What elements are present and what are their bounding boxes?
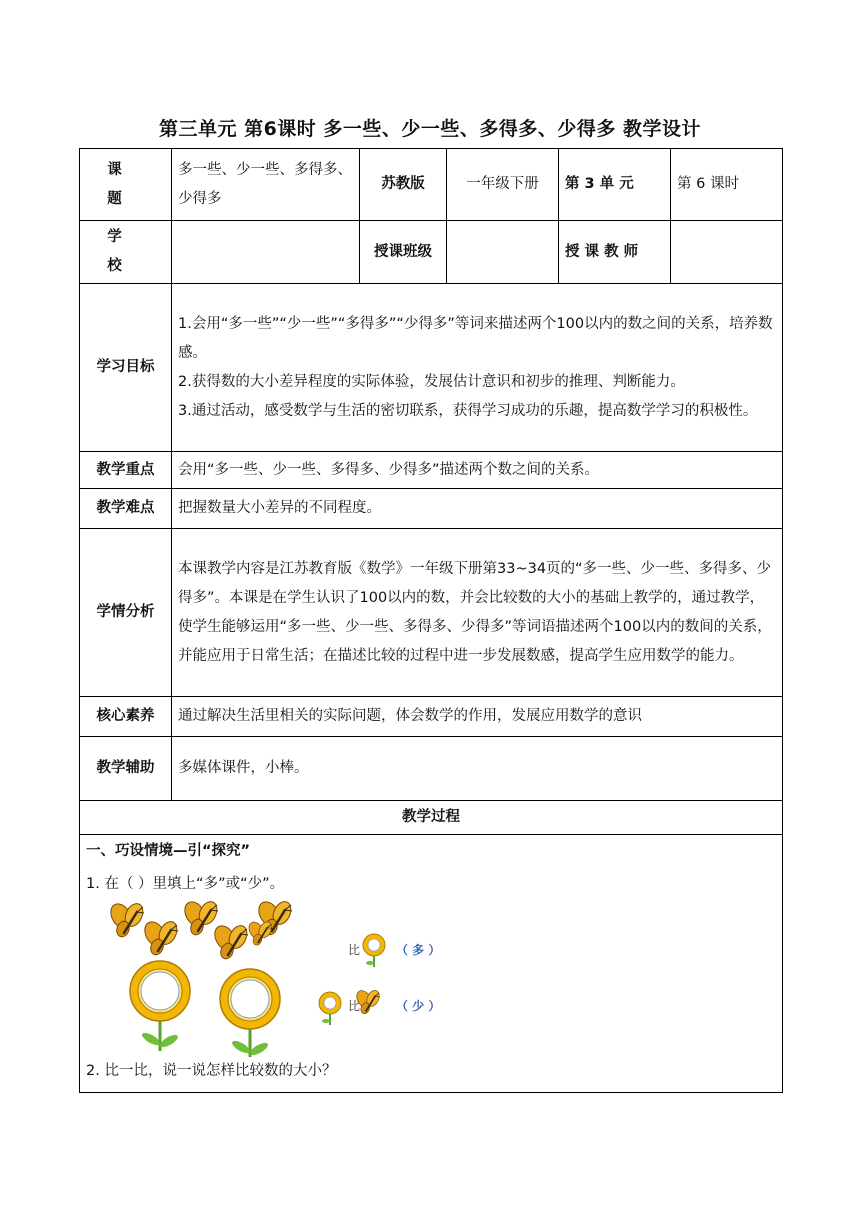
aids-label: 教学辅助 — [80, 737, 172, 801]
small-sunflower-icon — [363, 934, 385, 967]
sunflower-icon — [130, 961, 190, 1051]
goal-item: 3.通过活动，感受数学与生活的密切联系，获得学习成功的乐趣，提高数学学习的积极性。 — [178, 402, 758, 419]
process-content — [80, 835, 783, 1093]
row-analysis — [80, 529, 783, 697]
school-value — [172, 221, 360, 284]
literacy-text: 通过解决生活里相关的实际问题，体会数学的作用，发展应用数学的意识 — [172, 697, 783, 737]
butterfly-icon — [107, 900, 147, 938]
teacher-label: 授 课 教 师 — [559, 221, 671, 284]
publisher-cell: 苏教版 — [360, 149, 447, 221]
analysis-label: 学情分析 — [80, 529, 172, 697]
literacy-label: 核心素养 — [80, 697, 172, 737]
row-school — [80, 221, 783, 284]
goal-item: 2.获得数的大小差异程度的实际体验，发展估计意识和初步的推理、判断能力。 — [178, 373, 685, 390]
page-title: 第三单元 第6课时 多一些、少一些、多得多、少得多 教学设计 — [158, 118, 702, 140]
row-process-content — [80, 835, 783, 1093]
butterfly-icon — [141, 918, 181, 956]
row-key-point — [80, 452, 783, 489]
row-literacy — [80, 697, 783, 737]
key-point-label: 教学重点 — [80, 452, 172, 489]
class-value — [447, 221, 559, 284]
process-header: 教学过程 — [80, 801, 783, 835]
lesson-cell: 第 6 课时 — [671, 149, 783, 221]
illustration — [86, 899, 776, 1057]
teacher-value — [671, 221, 783, 284]
aids-text: 多媒体课件，小棒。 — [172, 737, 783, 801]
school-label: 学 校 — [80, 221, 172, 284]
goal-item: 1.会用“多一些”“少一些”“多得多”“少得多”等词来描述两个100以内的数之间的关系，培养数感。 — [178, 315, 773, 361]
difficulty-label: 教学难点 — [80, 489, 172, 529]
difficulty-text: 把握数量大小差异的不同程度。 — [172, 489, 783, 529]
section-heading: 一、巧设情境—引“探究” — [86, 843, 251, 859]
goals-label: 学习目标 — [80, 284, 172, 452]
lesson-plan-table — [79, 148, 783, 1093]
goals-content — [172, 284, 783, 452]
class-label: 授课班级 — [360, 221, 447, 284]
answer-1: （ 多 ） — [396, 943, 441, 957]
compare-word-1: 比 — [348, 943, 361, 957]
unit-cell: 第 3 单 元 — [559, 149, 671, 221]
row-topic — [80, 149, 783, 221]
row-goals — [80, 284, 783, 452]
question-1: 1. 在（ ）里填上“多”或“少”。 — [86, 876, 285, 892]
answer-2: （ 少 ） — [396, 999, 441, 1013]
question-2: 2. 比一比，说一说怎样比较数的大小？ — [86, 1063, 337, 1079]
topic-label: 课 题 — [80, 149, 172, 221]
butterfly-icon — [211, 922, 251, 960]
row-process-header — [80, 801, 783, 835]
compare-word-2: 比 — [348, 999, 361, 1013]
small-butterfly-icon — [246, 919, 274, 946]
key-point-text: 会用“多一些、少一些、多得多、少得多”描述两个数之间的关系。 — [172, 452, 783, 489]
topic-value: 多一些、少一些、多得多、少得多 — [172, 149, 360, 221]
butterflies-flowers-figure — [86, 899, 776, 1057]
row-aids — [80, 737, 783, 801]
sunflower-icon — [220, 969, 280, 1057]
small-sunflower-icon — [319, 992, 341, 1025]
row-difficulty — [80, 489, 783, 529]
grade-cell: 一年级下册 — [447, 149, 559, 221]
butterfly-icon — [181, 899, 221, 937]
analysis-text: 本课教学内容是江苏教育版《数学》一年级下册第33~34页的“多一些、少一些、多得多、少得多”。本课是在学生认识了100以内的数，并会比较数的大小的基础上教学的，通过教学，使学生能够运用“多一些、少一些、多得多、少得多”等词语描述两个100以内的数间的关系，并能应用于日常生活；在描述比较的过程中进一步发展数感，提高学生应用数学的能力。 — [172, 529, 783, 697]
